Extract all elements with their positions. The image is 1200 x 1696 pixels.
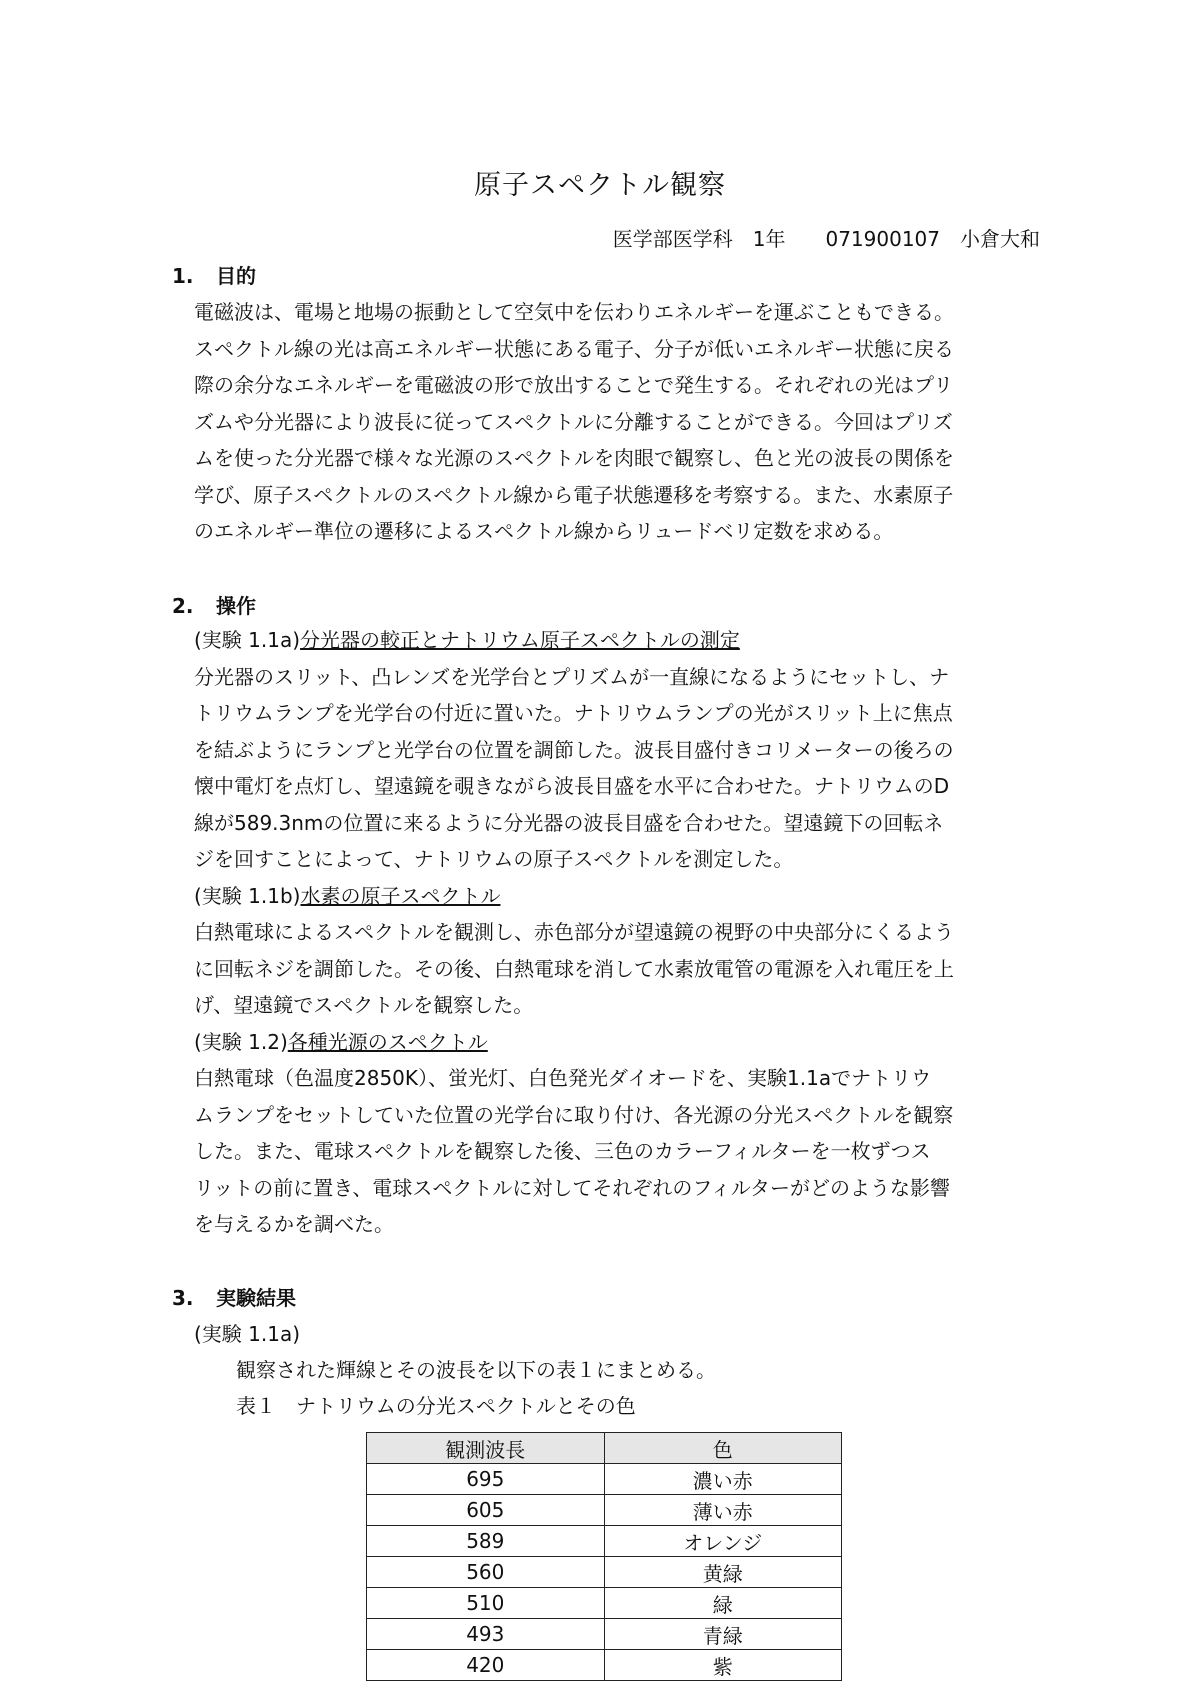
experiment-1-1a-heading xyxy=(194,622,1014,659)
body-line: 分光器のスリット、凸レンズを光学台とプリズムが一直線になるようにセットし、ナ xyxy=(194,664,950,689)
table-row xyxy=(367,1650,842,1681)
color-cell: 緑 xyxy=(604,1588,841,1619)
body-line: 線が589.3nmの位置に来るように分光器の波長目盛を合わせた。望遠鏡下の回転ネ xyxy=(194,810,944,835)
table-row xyxy=(367,1495,842,1526)
section-number: 1. xyxy=(172,264,194,288)
color-cell: 青緑 xyxy=(604,1619,841,1650)
column-header-wavelength: 観測波長 xyxy=(367,1433,605,1464)
section-1-heading xyxy=(172,260,256,289)
section-3-heading xyxy=(172,1282,296,1311)
body-line: 電磁波は、電場と地場の振動として空気中を伝わりエネルギーを運ぶこともできる。 xyxy=(194,300,954,324)
author-line: 医学部医学科 1年 071900107 小倉大和 xyxy=(612,227,1040,251)
wavelength-cell: 510 xyxy=(367,1588,605,1619)
section-number: 2. xyxy=(172,594,194,618)
wavelength-cell: 560 xyxy=(367,1557,605,1588)
experiment-label: (実験 1.2) xyxy=(194,1029,288,1054)
experiment-1-1a-label: (実験 1.1a) xyxy=(194,1322,301,1346)
experiment-label: (実験 1.1a) xyxy=(194,628,301,652)
experiment-1-1b-heading xyxy=(194,878,1014,915)
body-line: トリウムランプを光学台の付近に置いた。ナトリウムランプの光がスリット上に焦点 xyxy=(194,701,953,725)
body-line: 懐中電灯を点灯し、望遠鏡を覗きながら波長目盛を水平に合わせた。ナトリウムのD xyxy=(194,774,950,798)
wavelength-cell: 420 xyxy=(367,1650,605,1681)
results-intro: 観察された輝線とその波長を以下の表１にまとめる。 xyxy=(236,1358,716,1382)
section-1-body xyxy=(194,294,1014,550)
body-line: ムを使った分光器で様々な光源のスペクトルを肉眼で観察し、色と光の波長の関係を xyxy=(194,446,954,470)
column-header-color: 色 xyxy=(604,1433,841,1464)
table-header-row xyxy=(367,1433,842,1464)
section-number: 3. xyxy=(172,1286,194,1310)
body-line: ムランプをセットしていた位置の光学台に取り付け、各光源の分光スペクトルを観察 xyxy=(194,1102,954,1127)
body-line: ジを回すことによって、ナトリウムの原子スペクトルを測定した。 xyxy=(194,847,794,871)
experiment-title: 分光器の較正とナトリウム原子スペクトルの測定 xyxy=(300,628,740,652)
color-cell: 黄緑 xyxy=(604,1557,841,1588)
body-line: を結ぶようにランプと光学台の位置を調節した。波長目盛付きコリメーターの後ろの xyxy=(194,737,954,762)
wavelength-cell: 605 xyxy=(367,1495,605,1526)
experiment-label: (実験 1.1b) xyxy=(194,883,301,908)
color-cell: 薄い赤 xyxy=(604,1495,841,1526)
body-line: ズムや分光器により波長に従ってスペクトルに分離することができる。今回はプリズ xyxy=(194,409,953,434)
wavelength-cell: 589 xyxy=(367,1526,605,1557)
body-line: に回転ネジを調節した。その後、白熱電球を消して水素放電管の電源を入れ電圧を上 xyxy=(194,956,954,981)
color-cell: 濃い赤 xyxy=(604,1464,841,1495)
body-line: した。また、電球スペクトルを観察した後、三色のカラーフィルターを一枚ずつス xyxy=(194,1139,931,1163)
color-cell: 紫 xyxy=(604,1650,841,1681)
table-row xyxy=(367,1588,842,1619)
body-line: のエネルギー準位の遷移によるスペクトル線からリュードベリ定数を求める。 xyxy=(194,519,894,543)
section-2-body xyxy=(194,622,1014,1243)
experiment-title: 水素の原子スペクトル xyxy=(300,883,501,908)
experiment-1-2-heading xyxy=(194,1024,1014,1061)
body-line: を与えるかを調べた。 xyxy=(194,1212,394,1236)
body-line: 白熱電球（色温度2850K）、蛍光灯、白色発光ダイオードを、実験1.1aでナトリウ xyxy=(194,1066,932,1090)
table-row xyxy=(367,1557,842,1588)
body-line: スペクトル線の光は高エネルギー状態にある電子、分子が低いエネルギー状態に戻る xyxy=(194,336,954,361)
sodium-spectrum-table xyxy=(366,1432,842,1681)
body-line: 白熱電球によるスペクトルを観測し、赤色部分が望遠鏡の視野の中央部分にくるよう xyxy=(194,920,954,944)
experiment-title: 各種光源のスペクトル xyxy=(287,1029,488,1054)
wavelength-cell: 493 xyxy=(367,1619,605,1650)
table-row xyxy=(367,1619,842,1650)
section-title: 操作 xyxy=(216,594,256,618)
section-title: 実験結果 xyxy=(216,1286,296,1310)
section-title: 目的 xyxy=(216,264,256,288)
section-2-heading xyxy=(172,590,256,619)
body-line: 学び、原子スペクトルのスペクトル線から電子状態遷移を考察する。また、水素原子 xyxy=(194,482,954,507)
wavelength-cell: 695 xyxy=(367,1464,605,1495)
color-cell: オレンジ xyxy=(604,1526,841,1557)
body-line: 際の余分なエネルギーを電磁波の形で放出することで発生する。それぞれの光はプリ xyxy=(194,373,954,397)
body-line: げ、望遠鏡でスペクトルを観察した。 xyxy=(194,993,534,1017)
page-title: 原子スペクトル観察 xyxy=(474,170,726,201)
table-row xyxy=(367,1464,842,1495)
table-row xyxy=(367,1526,842,1557)
body-line: リットの前に置き、電球スペクトルに対してそれぞれのフィルターがどのような影響 xyxy=(194,1175,950,1200)
table-caption: 表１ ナトリウムの分光スペクトルとその色 xyxy=(236,1394,636,1418)
